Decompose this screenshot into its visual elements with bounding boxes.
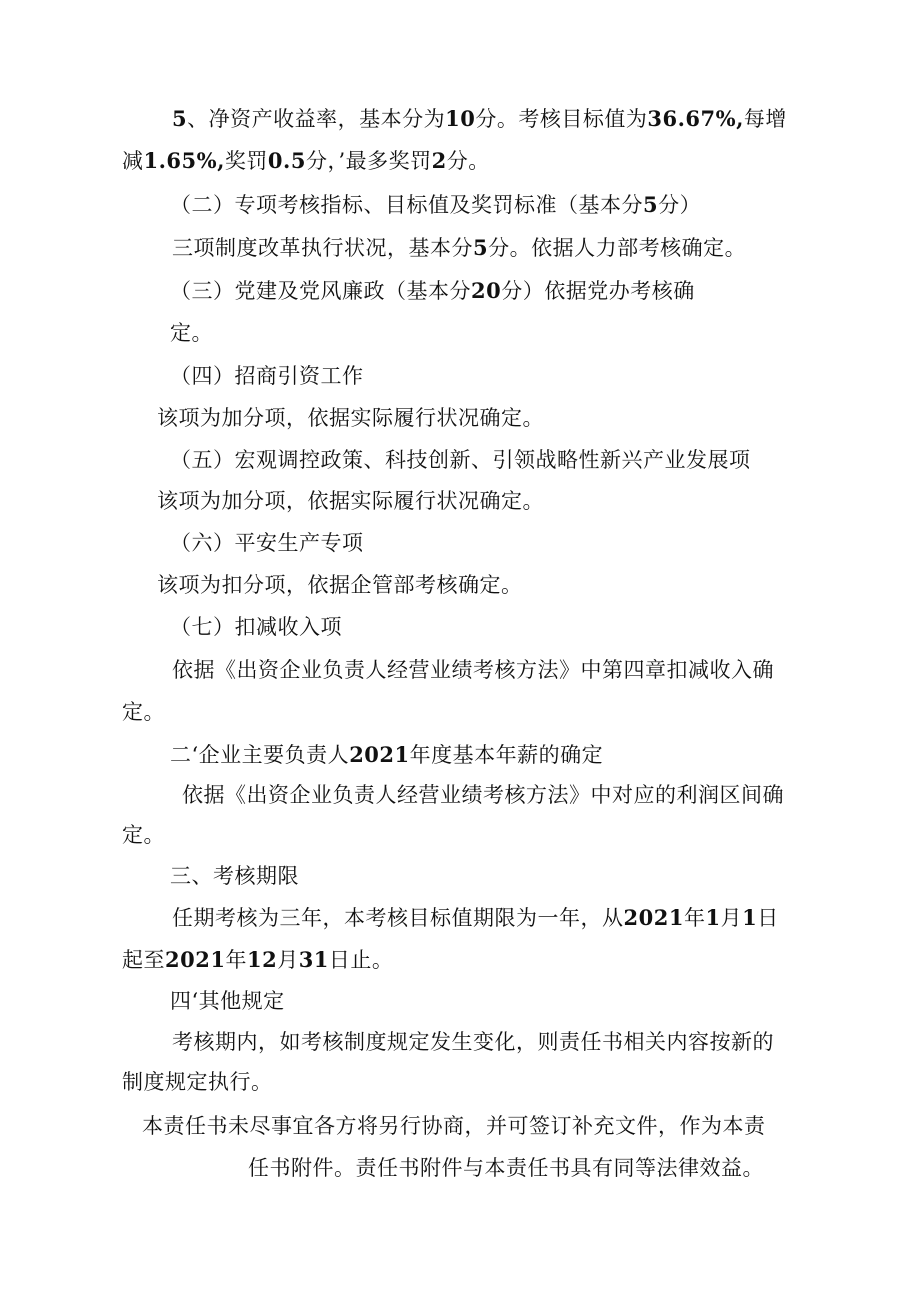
text-span: 分） (658, 193, 702, 217)
section-heading: （五）宏观调控政策、科技创新、引领战略性新兴产业发展项 (170, 448, 751, 472)
text-line: 依据《出资企业负责人经营业绩考核方法》中对应的利润区间确 (182, 783, 784, 807)
text-line: 定。 (170, 321, 213, 345)
text-span: 月 (720, 906, 743, 930)
bold-number: 1 (705, 905, 721, 930)
bold-number: 36.67%, (647, 106, 744, 131)
text-span: 任期考核为三年，本考核目标值期限为一年，从 (172, 906, 624, 930)
text-span: 二‘企业主要负责人 (170, 743, 350, 767)
text-line: 依据《出资企业负责人经营业绩考核方法》中第四章扣减收入确 (172, 658, 774, 682)
text-span: 分，’最多奖罚 (305, 149, 432, 173)
text-span: （三）党建及党风廉政（基本分 (170, 279, 471, 303)
bold-number: 2 (431, 148, 447, 173)
bold-number: 2021 (165, 947, 226, 972)
bold-number: 31 (298, 947, 329, 972)
section-heading: （六）平安生产专项 (170, 531, 364, 555)
section-heading: 四‘其他规定 (170, 989, 285, 1013)
text-span: 每增 (743, 107, 787, 131)
text-line: 本责任书未尽事宜各方将另行协商，并可签订补充文件，作为本责 (142, 1114, 766, 1138)
text-span: 月 (277, 948, 299, 972)
bold-number: 1 (742, 905, 758, 930)
text-line: 考核期内，如考核制度规定发生变化，则责任书相关内容按新的 (172, 1030, 774, 1054)
section-heading (170, 190, 701, 220)
bold-number: 1.65%, (143, 148, 225, 173)
text-line: 该项为加分项，依据实际履行状况确定。 (157, 489, 544, 513)
bold-number: 5 (473, 235, 489, 260)
text-span: 起至 (122, 948, 165, 972)
text-span: 分。依据人力部考核确定。 (488, 236, 747, 260)
text-span: 分）依据党办考核确 (501, 279, 695, 303)
bold-number: 2021 (623, 905, 684, 930)
section-heading: （四）招商引资工作 (170, 364, 364, 388)
bold-number: 5 (643, 192, 659, 217)
text-line: 定。 (122, 823, 165, 847)
text-span: （二）专项考核指标、目标值及奖罚标准（基本分 (170, 193, 643, 217)
text-line: 任书附件。责任书附件与本责任书具有同等法律效益。 (248, 1156, 764, 1180)
bold-number: 20 (471, 278, 502, 303)
text-span: 三项制度改革执行状况，基本分 (172, 236, 473, 260)
text-span: 年 (683, 906, 706, 930)
text-line: 该项为加分项，依据实际履行状况确定。 (157, 406, 544, 430)
bold-number: 12 (246, 947, 278, 972)
bold-number: 5 (172, 106, 188, 131)
text-line (172, 233, 746, 263)
text-span: 日止。 (328, 948, 394, 972)
bold-number: 2021 (349, 742, 410, 767)
text-line (172, 903, 779, 933)
text-span: 年度基本年薪的确定 (409, 743, 604, 767)
section-heading (170, 740, 603, 770)
text-span: 奖罚 (224, 149, 268, 173)
text-span: 年 (225, 948, 247, 972)
text-span: 分。考核目标值为 (475, 107, 648, 131)
section-heading: （七）扣减收入项 (170, 615, 342, 639)
text-line: 定。 (122, 700, 165, 724)
text-span: 减 (122, 149, 144, 173)
text-line (122, 945, 393, 975)
text-line: 制度规定执行。 (122, 1070, 273, 1094)
text-line: 该项为扣分项，依据企管部考核确定。 (157, 573, 523, 597)
text-span: 、净资产收益率，基本分为 (187, 107, 446, 131)
bold-number: 0.5 (267, 148, 306, 173)
text-span: 分。 (446, 149, 490, 173)
section-heading (170, 276, 695, 306)
section-heading: 三、考核期限 (170, 864, 299, 888)
text-line (122, 146, 490, 176)
text-span: 日 (757, 906, 779, 930)
text-line (172, 104, 787, 134)
bold-number: 10 (445, 106, 476, 131)
